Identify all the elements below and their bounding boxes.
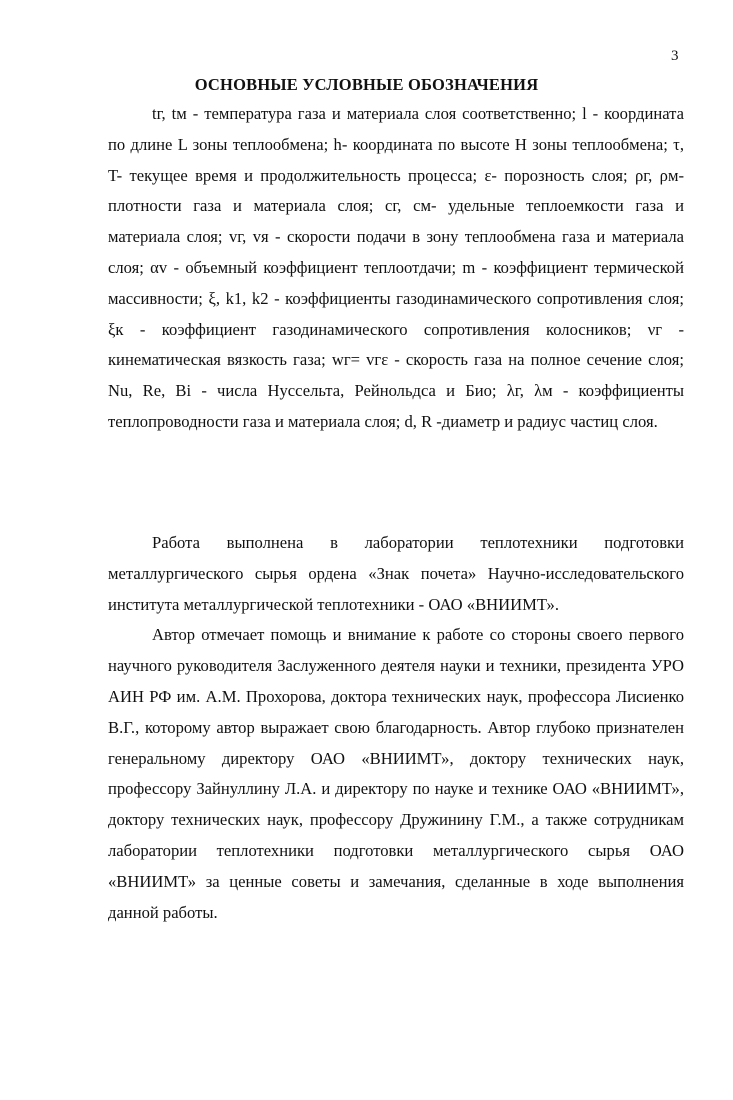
notation-paragraph: tг, tм - температура газа и материала слоя соответственно; l - координата по длине L зоны теплообмена; h- координата по высоте H зоны теплообмена; τ, T- текущее время и продолжительность процесса; ε- порозность слоя; ρг, ρм- плотности газа и материала слоя; cг, cм- удельные теплоемкости газа и материала слоя; vг, vя - скорости подачи в зону теплообмена газа и материала слоя; αv - объемный коэффициент теплоотдачи; m - коэффициент термической массивности; ξ, k1, k2 - коэффициенты газодинамического сопротивления слоя; ξк - коэффициент газодинамического сопротивления колосников; νг - кинематическая вязкость газа; wг= vгε - скорость газа на полное сечение слоя; Nu, Re, Bi - числа Нуссельта, Рейнольдса и Био; λг, λм - коэффициенты теплопроводности газа и материала слоя; d, R -диаметр и радиус частиц слоя.: [108, 104, 684, 431]
lab-paragraph: Работа выполнена в лаборатории теплотехники подготовки металлургического сырья ордена «Знак почета» Научно-исследовательского института металлургической теплотехники - ОАО «ВНИИМТ».: [108, 533, 684, 614]
page-number: 3: [671, 48, 679, 64]
notation-section: [108, 99, 684, 438]
section-title: ОСНОВНЫЕ УСЛОВНЫЕ ОБОЗНАЧЕНИЯ: [194, 75, 539, 94]
acknowledgements-section: [108, 528, 684, 928]
thanks-paragraph: Автор отмечает помощь и внимание к работе со стороны своего первого научного руководителя Заслуженного деятеля науки и техники, президента УРО АИН РФ им. А.М. Прохорова, доктора технических наук, профессора Лисиенко В.Г., которому автор выражает свою благодарность. Автор глубоко признателен генеральному директору ОАО «ВНИИМТ», доктору технических наук, профессору Зайнуллину Л.А. и директору по науке и технике ОАО «ВНИИМТ», доктору технических наук, профессору Дружинину Г.М., а также сотрудникам лаборатории теплотехники подготовки металлургического сырья ОАО «ВНИИМТ» за ценные советы и замечания, сделанные в ходе выполнения данной работы.: [108, 625, 684, 922]
